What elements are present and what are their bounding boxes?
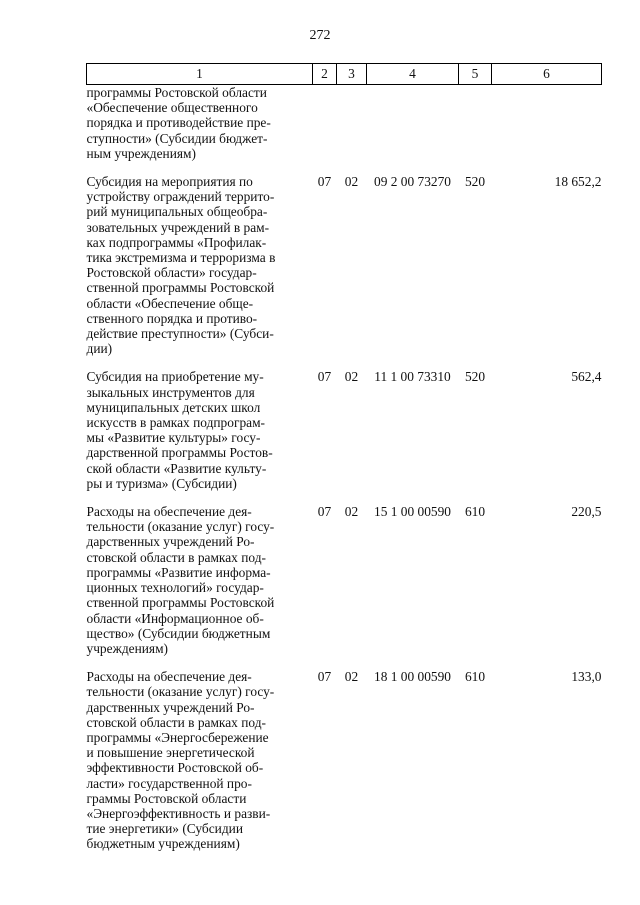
row-description — [87, 174, 313, 356]
description-line: дарственных учреждений Ро- — [86, 534, 255, 550]
column-header-6: 6 — [492, 64, 602, 85]
description-line: граммы Ростовской области — [86, 790, 247, 806]
target-article-code: 11 1 00 73310 — [374, 369, 451, 385]
table-row — [87, 369, 602, 491]
subsection-code: 02 — [344, 669, 359, 685]
row-spacer — [87, 656, 602, 669]
description-line: дарственной программы Ростов- — [86, 445, 273, 461]
amount-value — [492, 85, 602, 162]
column-header-5: 5 — [459, 64, 492, 85]
description-line: области «Обеспечение обще- — [86, 295, 254, 311]
target-article-code: 18 1 00 00590 — [374, 669, 451, 685]
description-line: стовской области в рамках под- — [86, 714, 266, 730]
description-line: тельности (оказание услуг) госу- — [86, 519, 275, 535]
description-line: стовской области в рамках под- — [86, 549, 266, 565]
expense-type-code: 520 — [464, 174, 486, 190]
description-line: зыкальных инструментов для — [86, 384, 255, 400]
budget-table — [86, 63, 602, 852]
description-line: ласти» государственной про- — [86, 775, 252, 791]
target-article-code: 15 1 00 00590 — [374, 504, 451, 520]
description-line: Субсидия на мероприятия по — [86, 174, 253, 190]
description-line: устройству ограждений террито- — [86, 189, 275, 205]
description-line: учреждениям) — [86, 640, 169, 656]
description-line: «Энергоэффективность и разви- — [86, 805, 271, 821]
description-line: рий муниципальных общеобра- — [86, 204, 268, 220]
description-line: программы Ростовской области — [86, 85, 267, 100]
subsection-code: 02 — [344, 504, 359, 520]
description-line: программы «Развитие информа- — [86, 564, 271, 580]
table-row — [87, 669, 602, 851]
description-line: зовательных учреждений в рам- — [86, 219, 270, 235]
description-line: тие энергетики» (Субсидии — [86, 821, 243, 837]
description-line: ным учреждениям) — [86, 145, 196, 161]
row-spacer — [87, 161, 602, 174]
description-line: порядка и противодействие пре- — [86, 115, 271, 131]
description-line: Субсидия на приобретение му- — [86, 369, 264, 385]
description-line: дии) — [86, 341, 113, 357]
description-line: Ростовской области» государ- — [86, 265, 257, 281]
column-number-header-row — [87, 64, 602, 85]
description-line: и повышение энергетической — [86, 745, 255, 761]
description-line: эффективности Ростовской об- — [86, 760, 264, 776]
amount-value: 18 652,2 — [554, 174, 602, 190]
section-code: 07 — [317, 369, 332, 385]
description-line: тика экстремизма и терроризма в — [86, 250, 276, 266]
description-line: мы «Развитие культуры» госу- — [86, 430, 261, 446]
description-line: искусств в рамках подпрограм- — [86, 415, 266, 431]
expense-type-code: 610 — [464, 669, 486, 685]
page-number: 272 — [309, 28, 331, 43]
target-article-code: 09 2 00 73270 — [374, 174, 451, 190]
expense-type-code: 610 — [464, 504, 486, 520]
column-header-1: 1 — [87, 64, 313, 85]
section-code — [313, 85, 337, 162]
column-header-2: 2 — [313, 64, 337, 85]
expense-type-code — [459, 85, 492, 162]
description-line: ры и туризма» (Субсидии) — [86, 475, 237, 491]
row-description — [87, 504, 313, 656]
description-line: действие преступности» (Субси- — [86, 326, 274, 342]
description-line: области «Информационное об- — [86, 610, 264, 626]
description-line: «Обеспечение общественного — [86, 100, 258, 116]
subsection-code — [337, 85, 367, 162]
description-line: муниципальных детских школ — [86, 399, 261, 415]
section-code: 07 — [317, 174, 332, 190]
column-header-3: 3 — [337, 64, 367, 85]
description-line: Расходы на обеспечение дея- — [86, 504, 252, 520]
row-description — [87, 85, 313, 162]
description-line: ступности» (Субсидии бюджет- — [86, 130, 268, 146]
target-article-code — [367, 85, 459, 162]
amount-value: 220,5 — [571, 504, 602, 520]
description-line: ской области «Развитие культу- — [86, 460, 267, 476]
row-spacer — [87, 491, 602, 504]
description-line: дарственных учреждений Ро- — [86, 699, 255, 715]
section-code: 07 — [317, 504, 332, 520]
description-line: ственной программы Ростовской — [86, 280, 275, 296]
subsection-code: 02 — [344, 369, 359, 385]
amount-value: 562,4 — [571, 369, 602, 385]
subsection-code: 02 — [344, 174, 359, 190]
table-row — [87, 174, 602, 356]
amount-value: 133,0 — [571, 669, 602, 685]
description-line: программы «Энергосбережение — [86, 729, 269, 745]
row-description — [87, 669, 313, 851]
table-row — [87, 85, 602, 162]
description-line: щество» (Субсидии бюджетным — [86, 625, 271, 641]
description-line: тельности (оказание услуг) госу- — [86, 684, 275, 700]
section-code: 07 — [317, 669, 332, 685]
row-description — [87, 369, 313, 491]
column-header-4: 4 — [367, 64, 459, 85]
description-line: ках подпрограммы «Профилак- — [86, 234, 267, 250]
table-row — [87, 504, 602, 656]
description-line: бюджетным учреждениям) — [86, 836, 240, 852]
description-line: Расходы на обеспечение дея- — [86, 669, 252, 685]
row-spacer — [87, 356, 602, 369]
description-line: ственного порядка и противо- — [86, 310, 258, 326]
description-line: ционных технологий» государ- — [86, 580, 264, 596]
expense-type-code: 520 — [464, 369, 486, 385]
description-line: ственной программы Ростовской — [86, 595, 275, 611]
